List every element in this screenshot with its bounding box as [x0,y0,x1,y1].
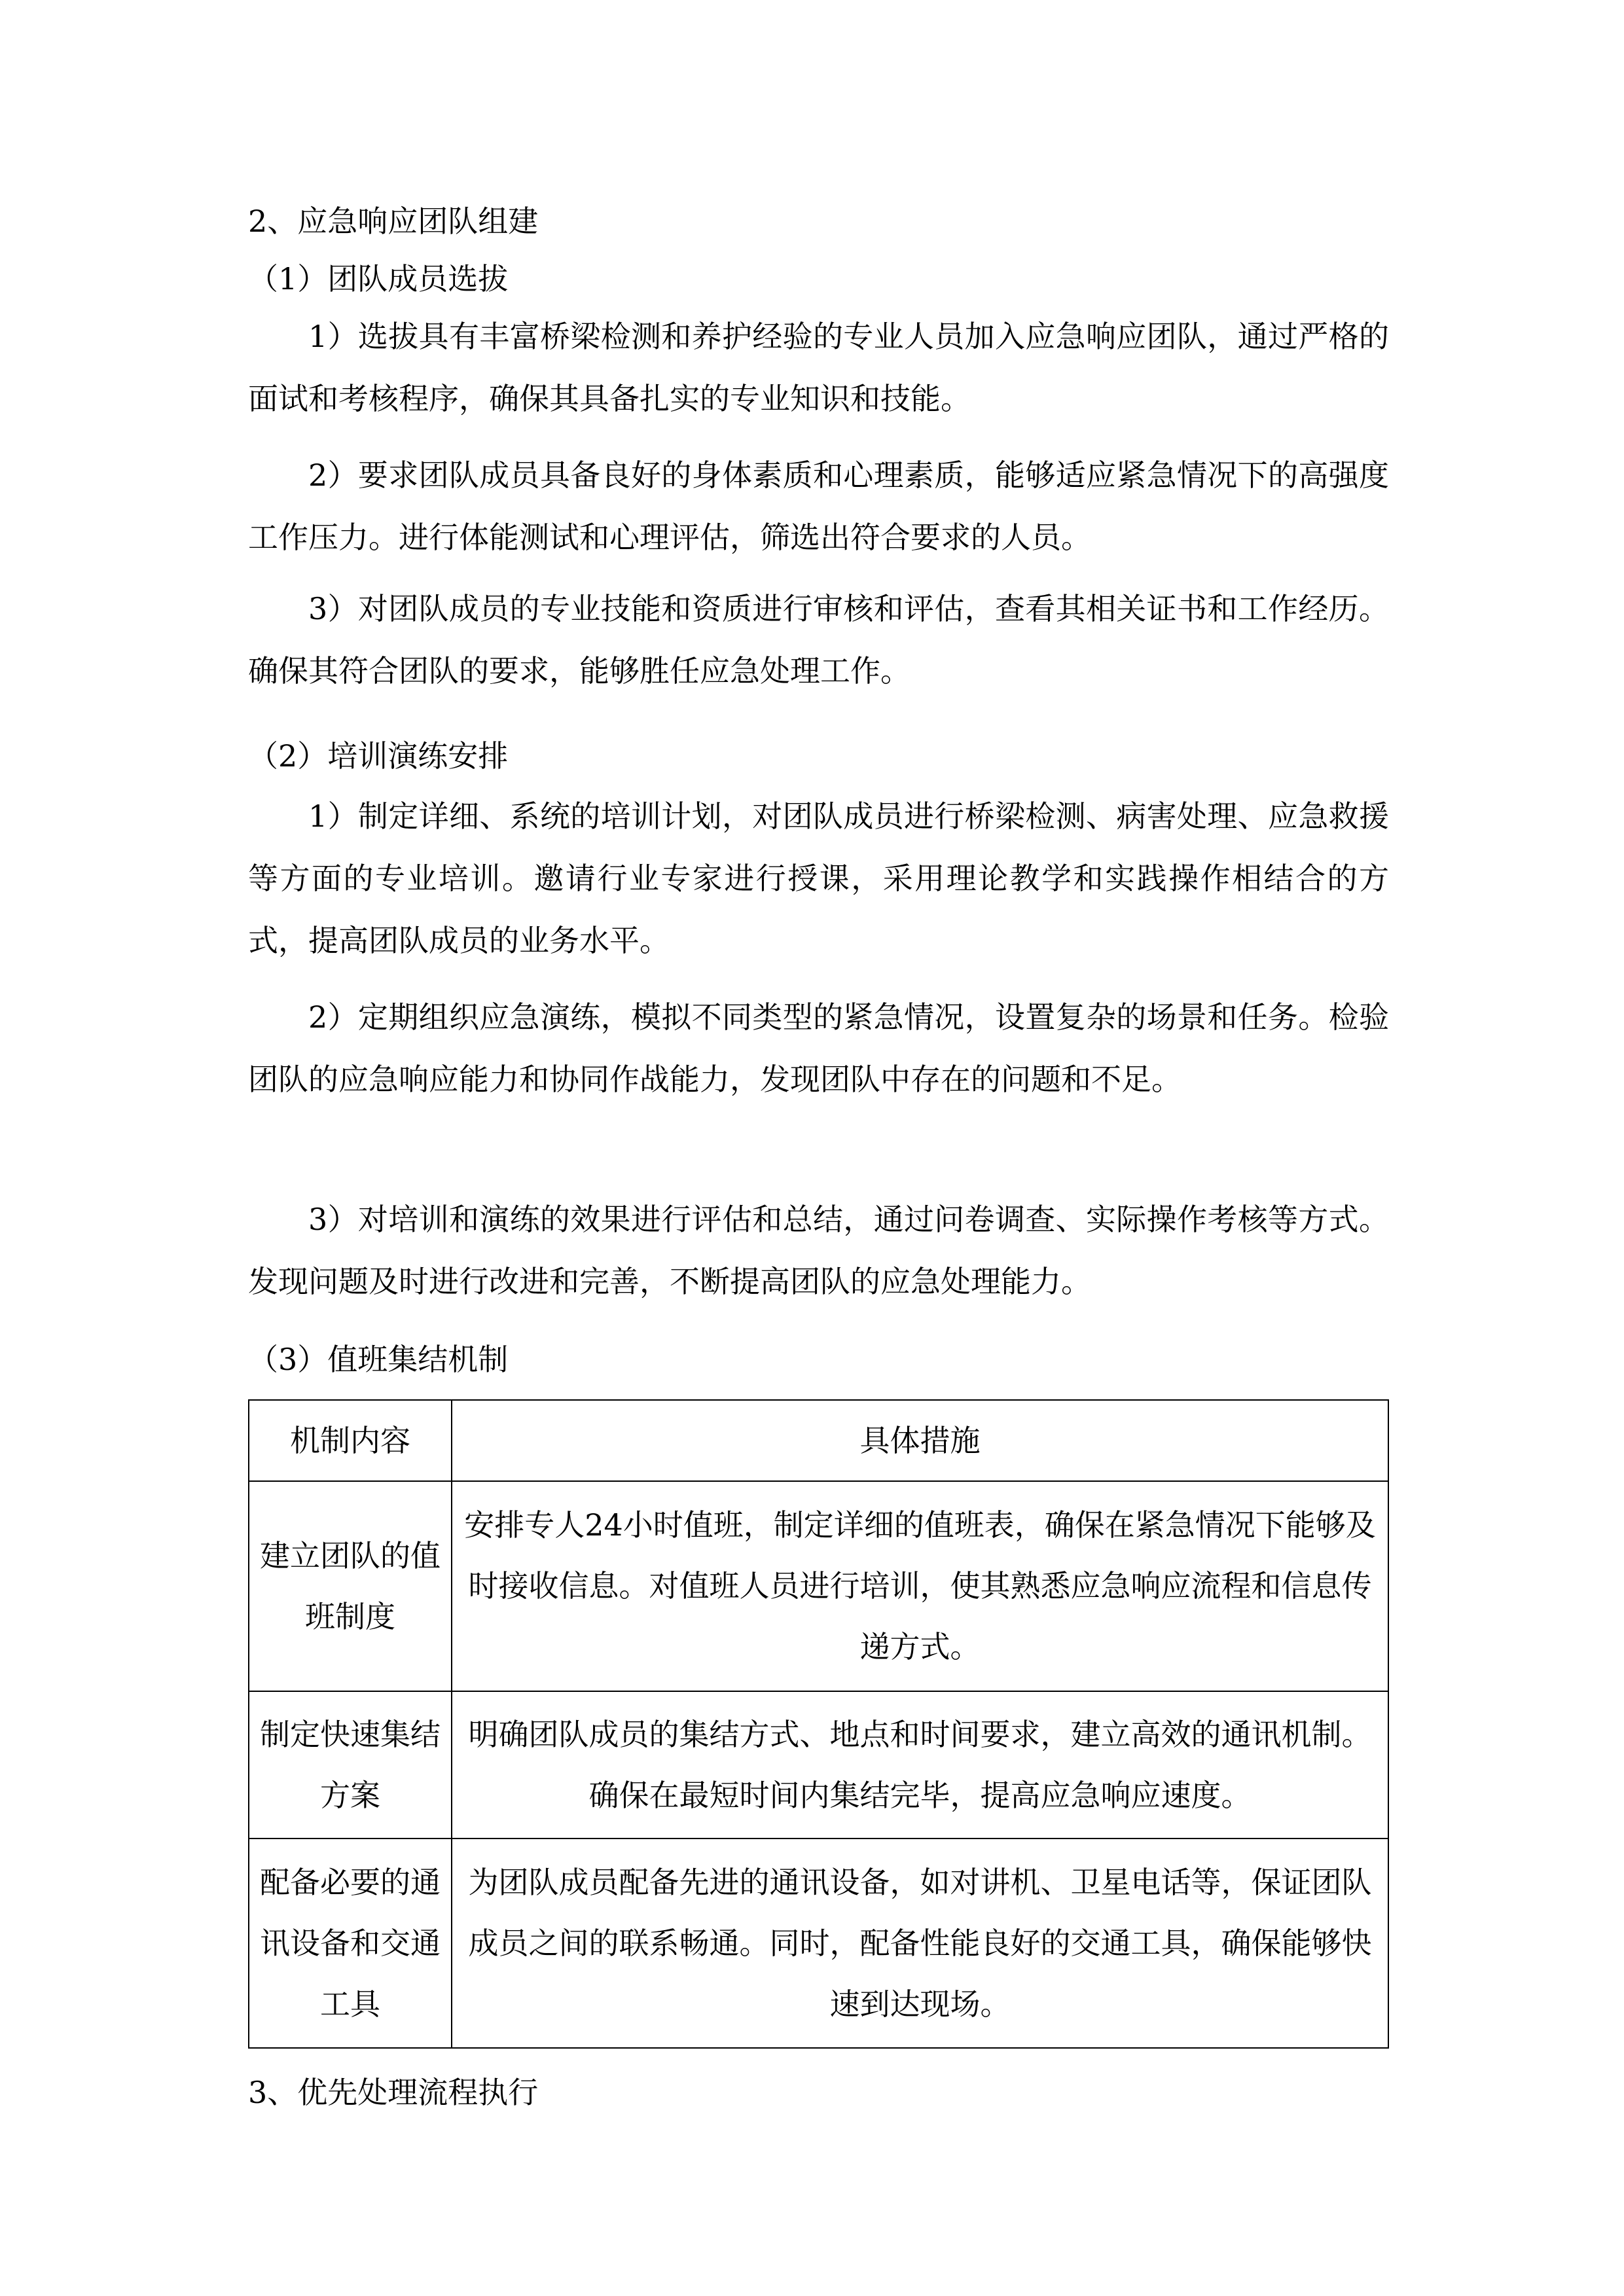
table-header: 具体措施 [452,1400,1388,1481]
paragraph: 2）定期组织应急演练，模拟不同类型的紧急情况，设置复杂的场景和任务。检验团队的应急响应能力和协同作战能力，发现团队中存在的问题和不足。 [248,999,1389,1097]
table-cell: 明确团队成员的集结方式、地点和时间要求，建立高效的通讯机制。确保在最短时间内集结完毕，提高应急响应速度。 [452,1691,1388,1839]
section-heading: 3、优先处理流程执行 [248,2075,539,2110]
paragraph: 1）选拔具有丰富桥梁检测和养护经验的专业人员加入应急响应团队，通过严格的面试和考核程序，确保其具备扎实的专业知识和技能。 [248,319,1389,416]
table-cell: 安排专人24小时值班，制定详细的值班表，确保在紧急情况下能够及时接收信息。对值班人员进行培训，使其熟悉应急响应流程和信息传递方式。 [452,1481,1388,1691]
table-cell: 为团队成员配备先进的通讯设备，如对讲机、卫星电话等，保证团队成员之间的联系畅通。同时，配备性能良好的交通工具，确保能够快速到达现场。 [452,1839,1388,2048]
section-heading: 2、应急响应团队组建 [248,204,539,239]
paragraph: 3）对团队成员的专业技能和资质进行审核和评估，查看其相关证书和工作经历。确保其符合团队的要求，能够胜任应急处理工作。 [248,591,1389,689]
subsection-heading: （1）团队成员选拔 [248,261,509,296]
subsection-heading: （3）值班集结机制 [248,1342,509,1377]
table-cell: 建立团队的值班制度 [249,1481,452,1691]
table-cell: 制定快速集结方案 [249,1691,452,1839]
table-row [249,1691,1388,1839]
paragraph: 3）对培训和演练的效果进行评估和总结，通过问卷调查、实际操作考核等方式。发现问题及时进行改进和完善，不断提高团队的应急处理能力。 [248,1202,1389,1299]
subsection-heading: （2）培训演练安排 [248,738,509,774]
table-header: 机制内容 [249,1400,452,1481]
table-row [249,1839,1388,2048]
paragraph: 2）要求团队成员具备良好的身体素质和心理素质，能够适应紧急情况下的高强度工作压力。进行体能测试和心理评估，筛选出符合要求的人员。 [248,457,1389,555]
paragraph: 1）制定详细、系统的培训计划，对团队成员进行桥梁检测、病害处理、应急救援等方面的专业培训。邀请行业专家进行授课，采用理论教学和实践操作相结合的方式，提高团队成员的业务水平。 [248,798,1389,958]
duty-mechanism-table [248,1399,1389,2049]
table-header-row [249,1400,1388,1481]
table-cell: 配备必要的通讯设备和交通工具 [249,1839,452,2048]
table-row [249,1481,1388,1691]
